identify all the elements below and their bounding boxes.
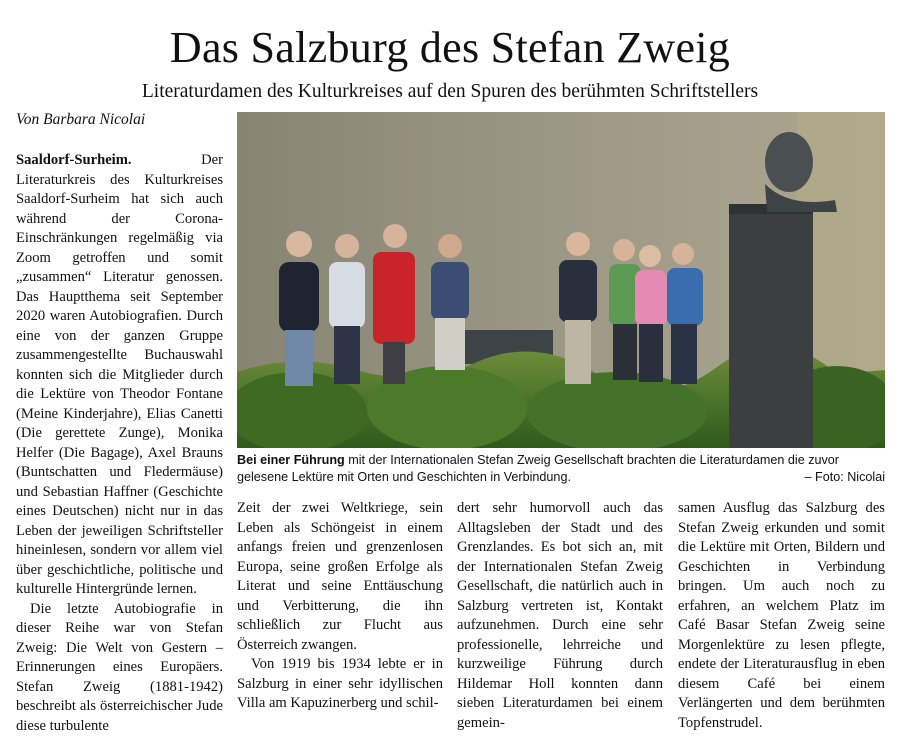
- article-column-1: [16, 151, 223, 736]
- caption-text: mit der Internationalen Stefan Zweig Gesellschaft brachten die Literaturdamen die zuvor gelesene Lektüre mit Orten und Geschichten in Verbindung.: [237, 453, 839, 484]
- photo-credit: – Foto: Nicolai: [805, 469, 886, 486]
- article-column-2: [237, 499, 443, 714]
- paragraph-3-end: samen Ausflug das Salzburg des Stefan Zweig erkunden und somit die Lektüre mit Orten, Bildern und Geschichten in Verbindung bringen. Um auch noch zu erfahren, an welchem Platz im Café Basar Stefan Zweig seine Morgenlektüre zu lesen pflegte, endete der Literaturausflug in eben diesem Café bei einem Verlängerten und dem berühmten Topfenstrudel.: [678, 499, 885, 733]
- article-photo: [237, 112, 885, 448]
- headline: Das Salzburg des Stefan Zweig: [0, 22, 900, 74]
- paragraph-3-continued: dert sehr humorvoll auch das Alltagsleben der Stadt und des Grenzlandes. Es bot sich an, mit der Internationalen Stefan Zweig Gesellschaft, die natürlich auch in Salzburg vertreten ist, Kontakt aufzunehmen. Durch eine sehr professionelle, lehrreiche und kurzweilige Führung durch Hildemar Holl konnten dann sieben Literaturdamen bei einem gemein-: [457, 499, 663, 733]
- paragraph-2-continued: Zeit der zwei Weltkriege, sein Leben als Schöngeist in einem anfangs freien und grenzenlosen Europa, seine großen Erfolge als Literat und seine Enttäuschung und Verbitterung, die ihn schließlich zur Flucht aus Österreich zwangen.: [237, 499, 443, 655]
- paragraph-3-start: Von 1919 bis 1934 lebte er in Salzburg in einer sehr idyllischen Villa am Kapuzinerberg und schil-: [237, 655, 443, 714]
- photo-caption: [237, 452, 885, 486]
- dateline: Saaldorf-Surheim.: [16, 152, 132, 168]
- paragraph-1-text: Der Literaturkreis des Kulturkreises Saaldorf-Surheim hat sich auch während der Corona-Einschränkungen regelmäßig via Zoom getroffen und somit „zusammen“ Literatur genossen. Das Hauptthema seit September 2020 waren Autobiografien. Durch eine von der ganzen Gruppe zusammengestellte Buchauswahl konnten sich die Mitglieder durch die Lektüre von Theodor Fontane (Meine Kinderjahre), Elias Canetti (Die gerettete Zunge), Monika Helfer (Die Bagage), Axel Brauns (Buntschatten und Fledermäuse) und Sebastian Haffner (Geschichte eines Deutschen) nicht nur in das Leben der jeweiligen Schriftsteller hineinlesen, sondern vor allem viel über geschichtliche, politische und kulturelle Hintergründe lernen.: [16, 152, 223, 597]
- article-column-4: [678, 499, 885, 733]
- paragraph-2-start: Die letzte Autobiografie in dieser Reihe war von Stefan Zweig: Die Welt von Gestern – Erinnerungen eines Europäers. Stefan Zweig (1881-1942) beschreibt als österreichischer Jude diese turbulente: [16, 600, 223, 736]
- subheadline: Literaturdamen des Kulturkreises auf den Spuren des berühmten Schriftstellers: [0, 80, 900, 104]
- byline: Von Barbara Nicolai: [16, 110, 145, 130]
- article-column-3: [457, 499, 663, 733]
- paragraph-1: [16, 151, 223, 600]
- caption-lead: Bei einer Führung: [237, 453, 345, 467]
